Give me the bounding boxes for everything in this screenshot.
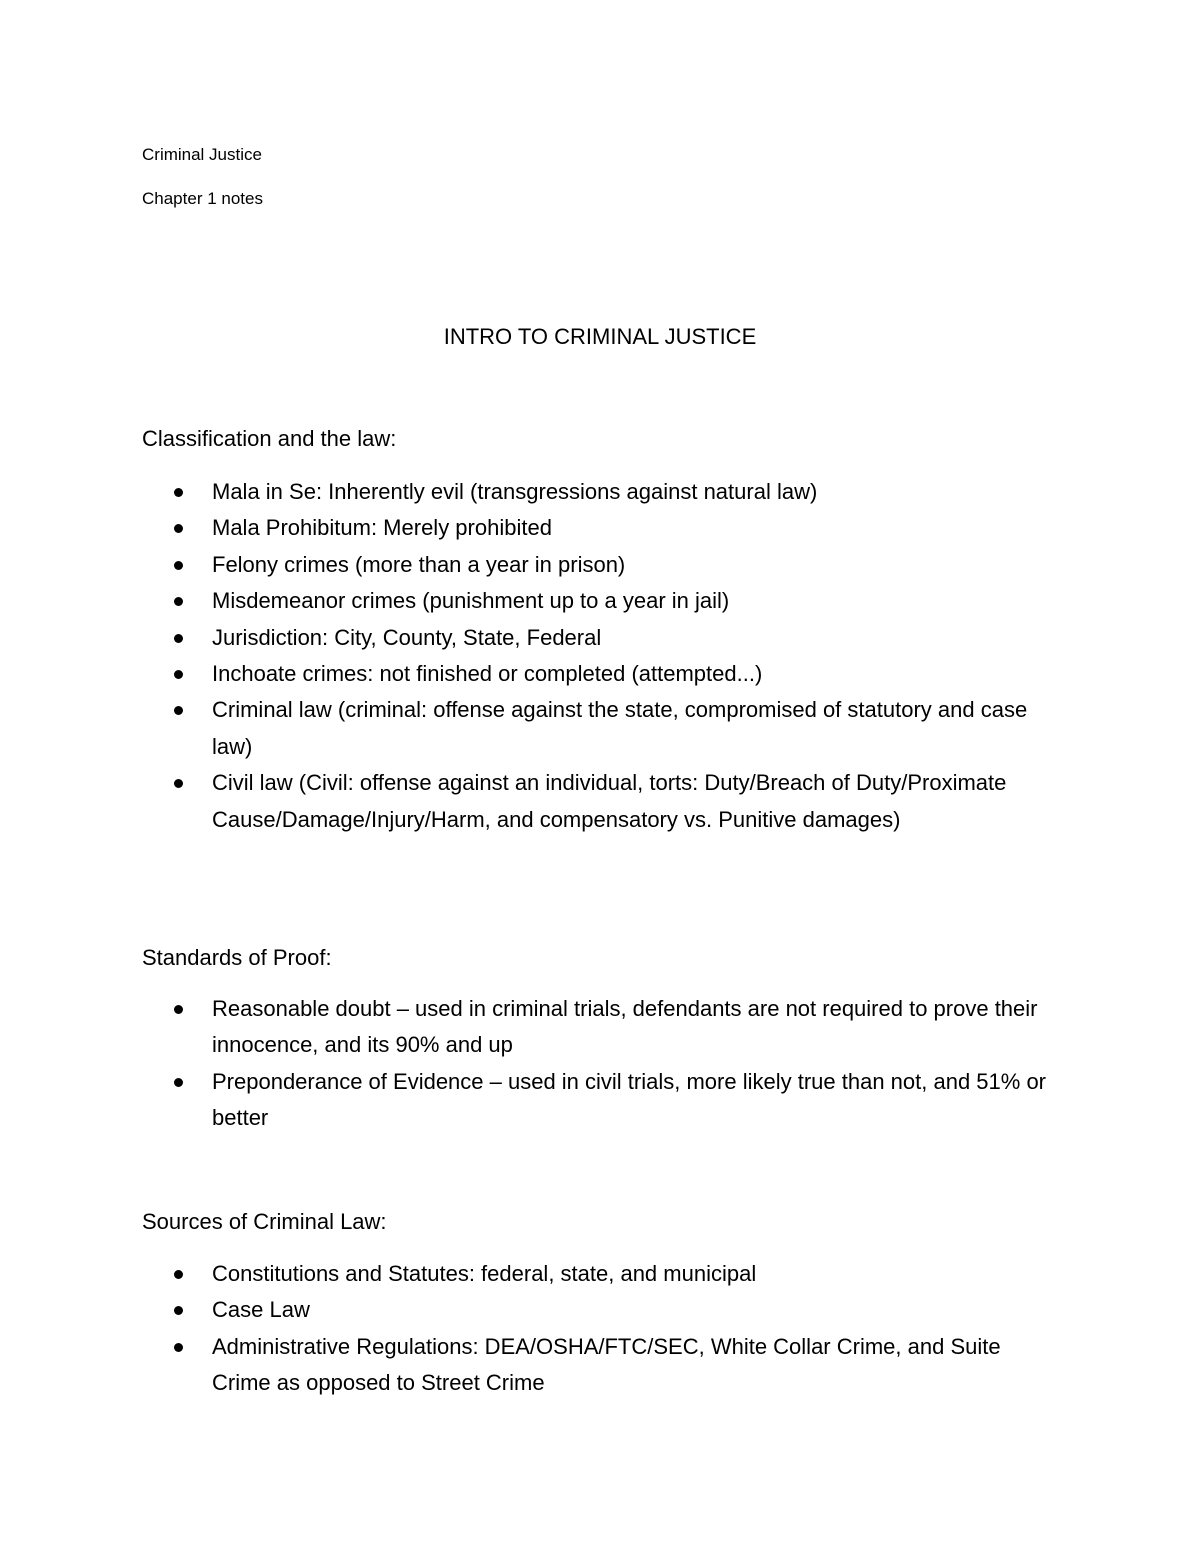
list-item: Mala Prohibitum: Merely prohibited xyxy=(142,510,1062,546)
bullet-icon xyxy=(174,1306,183,1315)
bullet-icon xyxy=(174,597,183,606)
chapter-name: Chapter 1 notes xyxy=(142,189,263,208)
course-name: Criminal Justice xyxy=(142,145,262,164)
bullet-icon xyxy=(174,561,183,570)
list-item: Civil law (Civil: offense against an individual, torts: Duty/Breach of Duty/Proximate Cause/Damage/Injury/Harm, and compensatory vs. Punitive damages) xyxy=(142,765,1062,838)
bullet-icon xyxy=(174,1270,183,1279)
bullet-icon xyxy=(174,488,183,497)
list-item: Preponderance of Evidence – used in civil trials, more likely true than not, and 51% or better xyxy=(142,1064,1062,1137)
list-item: Mala in Se: Inherently evil (transgressions against natural law) xyxy=(142,474,1062,510)
list-item: Misdemeanor crimes (punishment up to a year in jail) xyxy=(142,583,1062,619)
document-title: INTRO TO CRIMINAL JUSTICE xyxy=(443,324,757,349)
section-heading-standards-of-proof: Standards of Proof: xyxy=(142,945,332,970)
section-heading-sources-of-criminal-law: Sources of Criminal Law: xyxy=(142,1209,387,1234)
bullet-icon xyxy=(174,524,183,533)
bullet-icon xyxy=(174,779,183,788)
list-item: Reasonable doubt – used in criminal trials, defendants are not required to prove their innocence, and its 90% and up xyxy=(142,991,1062,1064)
bullet-icon xyxy=(174,1078,183,1087)
list-item: Felony crimes (more than a year in prison) xyxy=(142,547,1062,583)
list-item: Administrative Regulations: DEA/OSHA/FTC/SEC, White Collar Crime, and Suite Crime as opposed to Street Crime xyxy=(142,1329,1062,1402)
bullet-icon xyxy=(174,1005,183,1014)
sources-of-criminal-law-list xyxy=(142,1256,1062,1402)
bullet-icon xyxy=(174,1343,183,1352)
section-heading-classification: Classification and the law: xyxy=(142,426,397,451)
list-item: Criminal law (criminal: offense against the state, compromised of statutory and case law) xyxy=(142,692,1062,765)
list-item: Case Law xyxy=(142,1292,1062,1328)
bullet-icon xyxy=(174,670,183,679)
classification-list xyxy=(142,474,1062,838)
bullet-icon xyxy=(174,706,183,715)
list-item: Constitutions and Statutes: federal, state, and municipal xyxy=(142,1256,1062,1292)
standards-of-proof-list xyxy=(142,991,1062,1137)
bullet-icon xyxy=(174,634,183,643)
list-item: Jurisdiction: City, County, State, Federal xyxy=(142,620,1062,656)
list-item: Inchoate crimes: not finished or completed (attempted...) xyxy=(142,656,1062,692)
